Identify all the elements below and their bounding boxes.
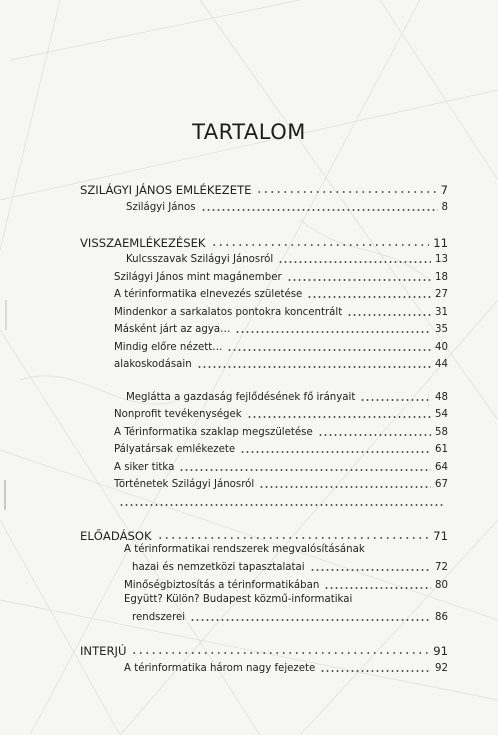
toc-entry-title: Szilágyi János mint magánember — [114, 271, 282, 283]
dot-leader — [256, 191, 436, 193]
dot-leader — [310, 569, 431, 571]
toc-entry[interactable] — [80, 266, 448, 284]
dot-leader — [360, 399, 431, 401]
toc-page-number: 44 — [435, 359, 448, 370]
dot-leader — [287, 279, 431, 281]
toc-entry[interactable] — [80, 657, 448, 675]
toc-page-number: 40 — [435, 341, 448, 353]
toc-entry[interactable] — [80, 574, 448, 592]
toc-entry-title: Pályatársak emlékezete — [114, 444, 236, 455]
toc-page-number: 91 — [433, 644, 448, 658]
toc-entry[interactable] — [80, 557, 448, 575]
toc-entry-title: A térinformatika három nagy fejezete — [124, 662, 316, 674]
toc-entry[interactable] — [80, 474, 448, 492]
dot-leader — [324, 587, 431, 589]
dot-leader — [240, 451, 431, 453]
toc-entry-title: Mindenkor a sarkalatos pontokra koncentrált — [114, 306, 343, 318]
dot-leader — [347, 314, 431, 316]
toc-section-title: VISSZAEMLÉKEZÉSEK — [80, 235, 206, 250]
dot-leader — [278, 261, 431, 263]
toc-entry-title: hazai és nemzetközi tapasztalatai — [132, 562, 305, 573]
toc-entry[interactable] — [80, 319, 448, 337]
dot-leader — [119, 504, 444, 506]
toc-page-number: 86 — [435, 612, 448, 623]
toc-page-number: 72 — [435, 562, 448, 573]
toc-entry-title: alakoskodásain — [114, 359, 192, 370]
dot-leader — [190, 619, 431, 621]
toc-page-number: 67 — [435, 479, 448, 490]
toc-entry[interactable] — [80, 404, 448, 422]
toc-entry[interactable] — [80, 354, 448, 372]
table-of-contents — [80, 177, 448, 675]
toc-entry[interactable] — [80, 421, 448, 439]
toc-entry[interactable] — [80, 196, 448, 214]
toc-entry[interactable] — [80, 284, 448, 302]
dot-leader — [157, 537, 430, 539]
toc-page-number: 54 — [435, 409, 448, 420]
toc-section[interactable] — [80, 523, 448, 542]
dot-leader — [227, 349, 431, 351]
toc-page-number: 31 — [435, 306, 448, 318]
toc-section[interactable] — [80, 638, 448, 657]
toc-entry[interactable] — [80, 336, 448, 354]
toc-entry-title: Minőségbiztosítás a térinformatikában — [124, 579, 320, 591]
toc-entry-title: Kulcsszavak Szilágyi Jánosról — [126, 254, 274, 265]
toc-entry-title: Szilágyi János — [126, 201, 196, 213]
dot-leader — [211, 244, 430, 246]
dot-leader — [259, 486, 431, 488]
toc-entry-title: Történetek Szilágyi Jánosról — [114, 479, 255, 490]
toc-entry-title: Másként járt az agya… — [114, 324, 231, 335]
dot-leader — [307, 296, 431, 298]
toc-entry-title: A siker titka — [114, 461, 175, 473]
toc-section-title: INTERJÚ — [80, 644, 127, 658]
toc-entry[interactable] — [80, 386, 448, 404]
toc-page-number: 61 — [435, 444, 448, 455]
toc-page-number: 58 — [435, 426, 448, 438]
toc-section-title: ELŐADÁSOK — [80, 528, 152, 543]
toc-entry[interactable] — [80, 301, 448, 319]
toc-entry-title: rendszerei — [132, 612, 186, 623]
dot-leader — [247, 416, 431, 418]
toc-page-number: 27 — [435, 289, 448, 300]
toc-page-number: 48 — [435, 391, 448, 403]
toc-entry-title: Nonprofit tevékenységek — [114, 409, 242, 420]
dot-leader — [179, 469, 431, 471]
toc-entry[interactable] — [80, 491, 448, 509]
toc-page-number: 64 — [435, 461, 448, 473]
toc-page-number: 35 — [435, 324, 448, 335]
toc-entry[interactable] — [80, 249, 448, 267]
toc-section[interactable] — [80, 177, 448, 196]
toc-page-number: 71 — [433, 528, 448, 543]
page-title: TARTALOM — [192, 120, 306, 144]
toc-page-number: 11 — [433, 235, 448, 250]
toc-entry-title-line1[interactable]: A térinformatikai rendszerek megvalósításának — [124, 543, 365, 555]
toc-entry-title: Mindig előre nézett… — [114, 341, 223, 353]
toc-page-number: 7 — [440, 183, 448, 197]
toc-section-title: SZILÁGYI JÁNOS EMLÉKEZETE — [80, 183, 252, 197]
dot-leader — [131, 652, 429, 654]
dot-leader — [197, 366, 431, 368]
toc-entry-title-line1[interactable] — [80, 371, 448, 386]
toc-section[interactable] — [80, 230, 448, 249]
toc-page-number: 80 — [435, 579, 448, 591]
dot-leader — [201, 209, 438, 211]
toc-entry-title: A Térinformatika szaklap megszületése — [114, 426, 313, 438]
toc-page-number: 18 — [435, 271, 448, 283]
toc-page-number: 13 — [435, 254, 448, 265]
toc-entry-title: Meglátta a gazdaság fejlődésének fő irányait — [126, 391, 356, 403]
toc-entry[interactable] — [80, 439, 448, 457]
toc-page-number: 92 — [435, 662, 448, 674]
toc-entry[interactable] — [80, 456, 448, 474]
toc-entry-title-line1[interactable]: Együtt? Külön? Budapest közmű-informatikai — [124, 593, 353, 605]
toc-page-number: 8 — [441, 201, 448, 213]
dot-leader — [320, 670, 431, 672]
dot-leader — [235, 331, 431, 333]
toc-entry[interactable] — [80, 607, 448, 625]
dot-leader — [318, 434, 431, 436]
toc-entry-title: A térinformatika elnevezés születése — [114, 289, 303, 300]
